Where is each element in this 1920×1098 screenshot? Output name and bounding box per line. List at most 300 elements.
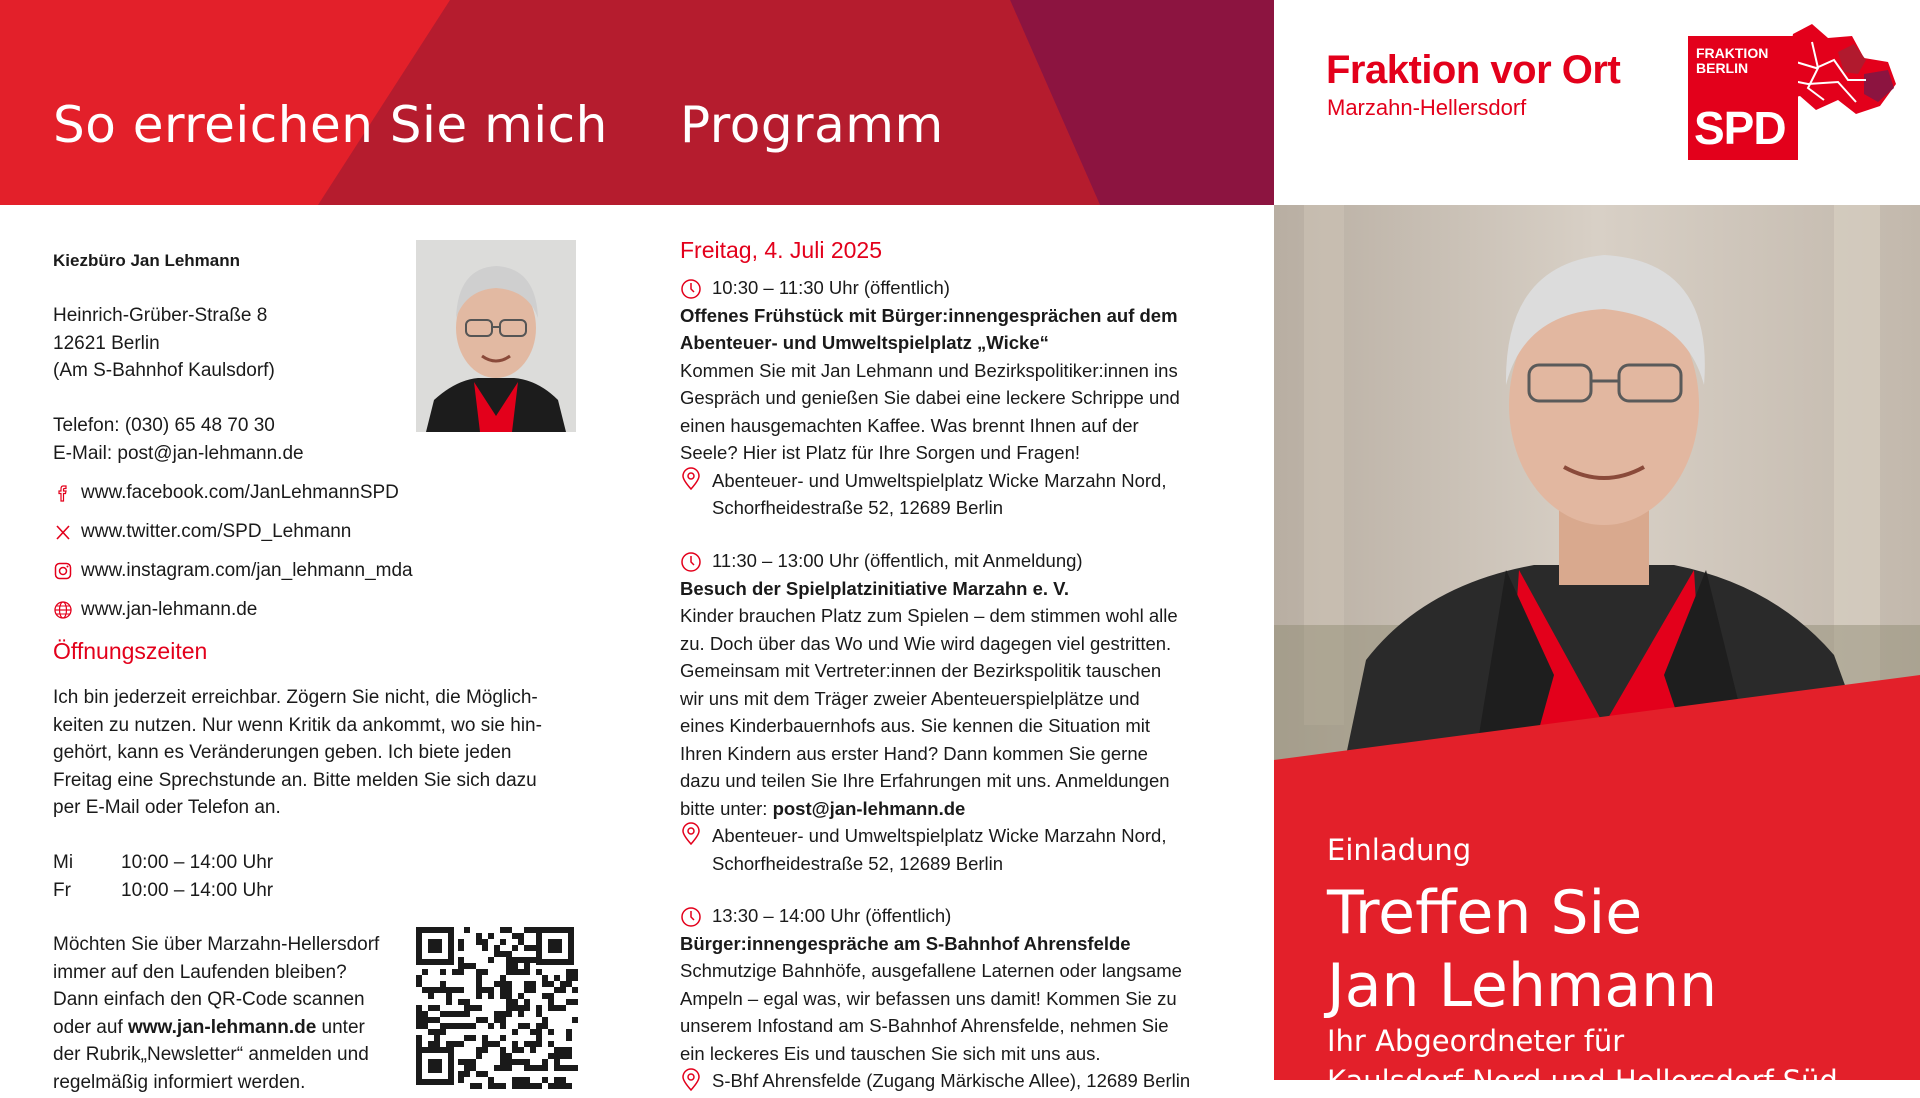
qr-module <box>518 1083 524 1089</box>
clock-icon <box>680 906 702 928</box>
qr-module <box>458 1059 464 1065</box>
qr-module <box>518 1005 524 1011</box>
qr-module <box>536 1011 542 1017</box>
qr-module <box>458 1077 464 1083</box>
address-note: (Am S-Bahnhof Kaulsdorf) <box>53 360 275 381</box>
qr-module <box>506 963 512 969</box>
contact-section-title: So erreichen Sie mich <box>53 96 608 154</box>
qr-module <box>554 1059 560 1065</box>
qr-module <box>488 1023 494 1029</box>
qr-module <box>542 1017 548 1023</box>
social-instagram-link[interactable]: www.instagram.com/jan_lehmann_mda <box>81 560 413 581</box>
brand-title: Fraktion vor Ort <box>1326 48 1621 92</box>
qr-module <box>536 1041 542 1047</box>
qr-module <box>566 1029 572 1035</box>
qr-module <box>554 1005 560 1011</box>
qr-module <box>518 1047 524 1053</box>
qr-module <box>512 1047 518 1053</box>
qr-module <box>536 1023 542 1029</box>
qr-module <box>560 1053 566 1059</box>
qr-module <box>542 1023 548 1029</box>
clock-icon <box>680 278 702 300</box>
cover-sub-2: Kaulsdorf-Nord und Hellersdorf-Süd <box>1327 1064 1838 1098</box>
qr-module <box>422 1017 428 1023</box>
hours-line: keiten zu nutzen. Nur wenn Kritik da ankommt, wo sie hin- <box>53 714 542 736</box>
qr-module <box>566 975 572 981</box>
qr-module <box>416 981 422 987</box>
qr-module <box>470 1083 476 1089</box>
qr-module <box>416 1011 422 1017</box>
qr-module <box>500 1035 506 1041</box>
office-name: Kiezbüro Jan Lehmann <box>53 251 241 270</box>
qr-module <box>536 1029 542 1035</box>
qr-module <box>500 1017 506 1023</box>
qr-module <box>494 1017 500 1023</box>
qr-module <box>470 1059 476 1065</box>
qr-module <box>482 1071 488 1077</box>
qr-module <box>416 1035 422 1041</box>
qr-module <box>560 1005 566 1011</box>
address-street: Heinrich-Grüber-Straße 8 <box>53 305 268 326</box>
logo-text-fraktion: FRAKTION <box>1696 45 1769 61</box>
qr-module <box>524 1065 530 1071</box>
qr-module <box>476 993 482 999</box>
qr-module <box>524 1059 530 1065</box>
qr-module <box>530 981 536 987</box>
qr-module <box>428 1017 434 1023</box>
cover-headline-2: Jan Lehmann <box>1327 951 1718 1021</box>
qr-module <box>518 1023 524 1029</box>
qr-module <box>506 969 512 975</box>
qr-module <box>536 1005 542 1011</box>
qr-module <box>548 1005 554 1011</box>
qr-module <box>566 1053 572 1059</box>
qr-module <box>572 999 578 1005</box>
qr-module <box>506 951 512 957</box>
qr-module <box>482 969 488 975</box>
qr-module <box>506 1011 512 1017</box>
qr-module <box>518 1011 524 1017</box>
qr-module <box>416 1005 422 1011</box>
qr-module <box>500 1059 506 1065</box>
schedule-day: Fr <box>53 879 71 901</box>
cover-sub-1: Ihr Abgeordneter für <box>1327 1024 1625 1058</box>
qr-module <box>560 981 566 987</box>
qr-module <box>440 1023 446 1029</box>
qr-module <box>512 1059 518 1065</box>
qr-module <box>440 981 446 987</box>
social-website[interactable] <box>53 597 257 623</box>
qr-module <box>464 999 470 1005</box>
qr-module <box>464 1011 470 1017</box>
qr-module <box>464 1005 470 1011</box>
qr-module <box>476 1053 482 1059</box>
signup-email-link[interactable]: post@jan-lehmann.de <box>772 797 966 819</box>
qr-module <box>542 1065 548 1071</box>
qr-module <box>566 1035 572 1041</box>
qr-module <box>488 987 494 993</box>
qr-module <box>512 963 518 969</box>
qr-module <box>530 927 536 933</box>
qr-module <box>548 1029 554 1035</box>
qr-module <box>488 957 494 963</box>
qr-module <box>494 1041 500 1047</box>
program-section-title: Programm <box>680 96 944 154</box>
qr-module <box>518 933 524 939</box>
qr-module <box>422 1011 428 1017</box>
qr-module <box>542 981 548 987</box>
event-2-title: Besuch der Spielplatzinitiative Marzahn e. V. <box>680 577 1069 599</box>
qr-module <box>554 987 560 993</box>
qr-module <box>548 1053 554 1059</box>
qr-module <box>482 945 488 951</box>
qr-module <box>500 1083 506 1089</box>
qr-module <box>524 1005 530 1011</box>
qr-module <box>572 1017 578 1023</box>
qr-module <box>500 939 506 945</box>
qr-module <box>470 1005 476 1011</box>
social-facebook-link[interactable]: www.facebook.com/JanLehmannSPD <box>81 482 399 503</box>
qr-module <box>446 987 452 993</box>
qr-module <box>512 945 518 951</box>
social-instagram[interactable] <box>53 558 413 584</box>
qr-module <box>416 1017 422 1023</box>
newsletter-line: der Rubrik„Newsletter“ anmelden und <box>53 1044 369 1065</box>
event-3-title: Bürger:innengespräche am S-Bahnhof Ahrensfelde <box>680 932 1131 954</box>
qr-module <box>446 993 452 999</box>
location-pin-icon <box>680 1068 702 1092</box>
qr-module <box>500 951 506 957</box>
qr-module <box>446 1011 452 1017</box>
qr-module <box>566 1083 572 1089</box>
qr-module <box>554 1077 560 1083</box>
qr-module <box>566 1065 572 1071</box>
qr-module <box>524 969 530 975</box>
social-facebook[interactable] <box>53 480 399 506</box>
cover-kicker: Einladung <box>1327 833 1472 867</box>
qr-module <box>470 1065 476 1071</box>
schedule-time: 10:00 – 14:00 Uhr <box>121 852 274 873</box>
qr-module <box>464 927 470 933</box>
newsletter-line: immer auf den Laufenden bleiben? <box>53 961 347 983</box>
qr-module <box>464 1023 470 1029</box>
qr-module <box>476 1005 482 1011</box>
spd-logo <box>1688 22 1898 162</box>
qr-module <box>446 999 452 1005</box>
qr-module <box>554 1065 560 1071</box>
qr-module <box>524 999 530 1005</box>
qr-module <box>536 1083 542 1089</box>
qr-module <box>548 993 554 999</box>
qr-module <box>464 1059 470 1065</box>
qr-module <box>476 981 482 987</box>
qr-module <box>530 957 536 963</box>
qr-module <box>488 1041 494 1047</box>
qr-module <box>488 1077 494 1083</box>
qr-module <box>416 1023 422 1029</box>
qr-module <box>494 981 500 987</box>
event-2-description: Kinder brauchen Platz zum Spielen – dem stimmen wohl alle zu. Doch über das Wo und Wie wird dagegen viel gestritten. Gemeinsam mit Vertreter:innen der Bezirkspolitik tauschen wir uns mit dem Träger zweier Abenteuerspielplätze und eines Kinderbauernhofs aus. Sie kennen die Situation mit Ihren Kindern aus erster Hand? Dann kommen Sie gerne dazu und teilen Sie Ihre Erfahrungen mit uns. Anmeldungen bitte unter: post@jan-lehmann.de <box>680 605 1178 819</box>
qr-module <box>536 969 542 975</box>
qr-module <box>518 969 524 975</box>
qr-module <box>524 1083 530 1089</box>
qr-module <box>512 933 518 939</box>
qr-module <box>554 975 560 981</box>
newsletter-text <box>53 931 413 1096</box>
qr-module <box>512 1041 518 1047</box>
social-website-link[interactable]: www.jan-lehmann.de <box>81 599 258 620</box>
qr-module <box>458 957 464 963</box>
qr-module <box>524 1077 530 1083</box>
qr-module <box>566 1047 572 1053</box>
event-2-location: Abenteuer- und Umweltspielplatz Wicke Marzahn Nord, Schorfheidestraße 52, 12689 Berlin <box>712 825 1167 874</box>
qr-module <box>506 987 512 993</box>
qr-module <box>476 975 482 981</box>
portrait-small <box>416 240 576 432</box>
qr-module <box>518 993 524 999</box>
qr-module <box>530 1083 536 1089</box>
program-date: Freitag, 4. Juli 2025 <box>680 237 883 263</box>
qr-module <box>446 1041 452 1047</box>
qr-module <box>476 969 482 975</box>
qr-module <box>554 1047 560 1053</box>
qr-module <box>452 1041 458 1047</box>
qr-module <box>530 945 536 951</box>
qr-module <box>494 1011 500 1017</box>
qr-module <box>560 1083 566 1089</box>
qr-module <box>434 1029 440 1035</box>
hours-line: Ich bin jederzeit erreichbar. Zögern Sie nicht, die Möglich- <box>53 687 538 708</box>
social-twitter-link[interactable]: www.twitter.com/SPD_Lehmann <box>81 521 352 542</box>
qr-module <box>434 1035 440 1041</box>
address-city: 12621 Berlin <box>53 332 160 354</box>
email-address: E-Mail: post@jan-lehmann.de <box>53 442 304 464</box>
qr-module <box>428 1005 434 1011</box>
qr-module <box>500 1023 506 1029</box>
qr-module <box>506 993 512 999</box>
qr-module <box>530 1065 536 1071</box>
qr-module <box>530 1047 536 1053</box>
clock-icon <box>680 551 702 573</box>
qr-module <box>512 1029 518 1035</box>
qr-module <box>572 975 578 981</box>
qr-module <box>542 993 548 999</box>
qr-module <box>524 981 530 987</box>
qr-module <box>434 987 440 993</box>
qr-module <box>518 957 524 963</box>
qr-module <box>458 939 464 945</box>
qr-module <box>488 993 494 999</box>
qr-module <box>506 1005 512 1011</box>
cover-headline-1: Treffen Sie <box>1327 878 1643 948</box>
qr-module <box>464 1065 470 1071</box>
qr-module <box>500 927 506 933</box>
qr-module <box>416 975 422 981</box>
qr-module <box>518 1059 524 1065</box>
hours-line: per E-Mail oder Telefon an. <box>53 797 281 818</box>
qr-module <box>494 951 500 957</box>
qr-module <box>572 987 578 993</box>
qr-module <box>452 969 458 975</box>
event-1-location: Abenteuer- und Umweltspielplatz Wicke Marzahn Nord, Schorfheidestraße 52, 12689 Berlin <box>712 469 1167 518</box>
qr-code-graphic <box>414 925 576 1087</box>
qr-module <box>440 1011 446 1017</box>
qr-module <box>458 963 464 969</box>
qr-module <box>500 975 506 981</box>
qr-module <box>458 969 464 975</box>
qr-module <box>464 1035 470 1041</box>
qr-module <box>524 1023 530 1029</box>
event-3-location: S-Bhf Ahrensfelde (Zugang Märkische Allee), 12689 Berlin <box>712 1070 1191 1091</box>
qr-module <box>446 1023 452 1029</box>
qr-module <box>506 1053 512 1059</box>
event-3-description: Schmutzige Bahnhöfe, ausgefallene Laternen oder langsame Ampeln – egal was, wir befassen uns damit! Kommen Sie zu unserem Infostand am S-Bahnhof Ahrensfelde, nehmen Sie ein leckeres Eis und tauschen Sie sich mit uns aus. <box>680 960 1182 1064</box>
qr-module <box>476 1017 482 1023</box>
newsletter-line: regelmäßig informiert werden. <box>53 1071 306 1093</box>
qr-module <box>518 1077 524 1083</box>
qr-module <box>428 1041 434 1047</box>
qr-module <box>470 1035 476 1041</box>
qr-module <box>566 981 572 987</box>
qr-module <box>434 1017 440 1023</box>
qr-module <box>434 1041 440 1047</box>
qr-module <box>542 1059 548 1065</box>
qr-module <box>452 1023 458 1029</box>
qr-module <box>482 1041 488 1047</box>
qr-module <box>542 975 548 981</box>
qr-module <box>458 1071 464 1077</box>
qr-module <box>524 1041 530 1047</box>
qr-module <box>512 1005 518 1011</box>
hours-line: gehört, kann es Veränderungen geben. Ich biete jeden <box>53 742 512 763</box>
qr-module <box>464 963 470 969</box>
qr-module <box>530 1041 536 1047</box>
qr-module <box>440 987 446 993</box>
location-pin-icon <box>680 467 702 491</box>
qr-module <box>494 1065 500 1071</box>
qr-module <box>422 1023 428 1029</box>
globe-icon <box>53 600 73 620</box>
newsletter-website-link[interactable]: www.jan-lehmann.de <box>128 1016 317 1038</box>
schedule-day: Mi <box>53 852 74 873</box>
event-1-title: Offenes Frühstück mit Bürger:innengesprächen auf dem Abenteuer- und Umweltspielplatz „Wicke“ <box>680 304 1178 353</box>
qr-module <box>572 1065 578 1071</box>
qr-module <box>476 1047 482 1053</box>
qr-module <box>512 1083 518 1089</box>
qr-module <box>494 1083 500 1089</box>
qr-module <box>506 1059 512 1065</box>
qr-module <box>554 1053 560 1059</box>
qr-module <box>452 987 458 993</box>
qr-module <box>416 1041 422 1047</box>
qr-module <box>428 993 434 999</box>
qr-module <box>422 987 428 993</box>
qr-module <box>506 1065 512 1071</box>
qr-code[interactable] <box>414 925 576 1080</box>
qr-module <box>548 1041 554 1047</box>
qr-module <box>530 1029 536 1035</box>
newsletter-line: oder auf www.jan-lehmann.de unter <box>53 1016 365 1038</box>
qr-module <box>428 987 434 993</box>
qr-module <box>554 1083 560 1089</box>
qr-module <box>512 1077 518 1083</box>
qr-module <box>464 1071 470 1077</box>
qr-module <box>458 987 464 993</box>
qr-module <box>422 969 428 975</box>
qr-module <box>506 927 512 933</box>
schedule-time: 10:00 – 14:00 Uhr <box>121 879 274 901</box>
qr-module <box>488 1083 494 1089</box>
qr-module <box>530 987 536 993</box>
hours-heading: Öffnungszeiten <box>53 638 208 664</box>
hours-text <box>53 684 573 822</box>
qr-module <box>500 993 506 999</box>
qr-module <box>524 927 530 933</box>
qr-module <box>560 1065 566 1071</box>
logo-text-spd: SPD <box>1694 102 1786 154</box>
qr-module <box>566 969 572 975</box>
qr-module <box>500 987 506 993</box>
brand-subtitle: Marzahn-Hellersdorf <box>1327 95 1527 120</box>
qr-module <box>458 1041 464 1047</box>
qr-module <box>482 1047 488 1053</box>
qr-module <box>524 987 530 993</box>
qr-module <box>500 1053 506 1059</box>
qr-module <box>470 1023 476 1029</box>
instagram-icon <box>53 561 73 581</box>
qr-module <box>482 939 488 945</box>
qr-module <box>458 999 464 1005</box>
qr-module <box>458 1011 464 1017</box>
qr-module <box>476 933 482 939</box>
qr-module <box>476 987 482 993</box>
qr-module <box>440 1029 446 1035</box>
qr-module <box>440 969 446 975</box>
qr-module <box>458 1023 464 1029</box>
phone-number: Telefon: (030) 65 48 70 30 <box>53 415 275 436</box>
qr-module <box>482 1017 488 1023</box>
qr-module <box>494 945 500 951</box>
qr-module <box>476 939 482 945</box>
qr-module <box>518 939 524 945</box>
hours-line: Freitag eine Sprechstunde an. Bitte melden Sie sich dazu <box>53 769 537 791</box>
qr-module <box>542 1077 548 1083</box>
qr-module <box>548 981 554 987</box>
qr-module <box>500 981 506 987</box>
header-band <box>0 0 1274 205</box>
event-1-time: 10:30 – 11:30 Uhr (öffentlich) <box>712 277 950 298</box>
social-twitter[interactable] <box>53 519 351 545</box>
qr-module <box>488 933 494 939</box>
qr-module <box>512 957 518 963</box>
qr-module <box>572 969 578 975</box>
qr-module <box>506 999 512 1005</box>
qr-module <box>482 987 488 993</box>
event-3-time: 13:30 – 14:00 Uhr (öffentlich) <box>712 905 952 926</box>
event-1-description: Kommen Sie mit Jan Lehmann und Bezirkspolitiker:innen ins Gespräch und genießen Sie dabei eine leckere Schrippe und einen hausgemachten Kaffee. Was brennt Ihnen auf der Seele? Hier ist Platz für Ihre Sorgen und Fragen! <box>680 359 1180 463</box>
qr-module <box>458 945 464 951</box>
qr-module <box>470 963 476 969</box>
qr-module <box>500 1065 506 1071</box>
qr-module <box>482 1035 488 1041</box>
qr-module <box>476 1083 482 1089</box>
qr-module <box>548 1083 554 1089</box>
qr-module <box>524 957 530 963</box>
qr-module <box>506 957 512 963</box>
qr-module <box>524 945 530 951</box>
qr-module <box>512 969 518 975</box>
qr-module <box>512 999 518 1005</box>
